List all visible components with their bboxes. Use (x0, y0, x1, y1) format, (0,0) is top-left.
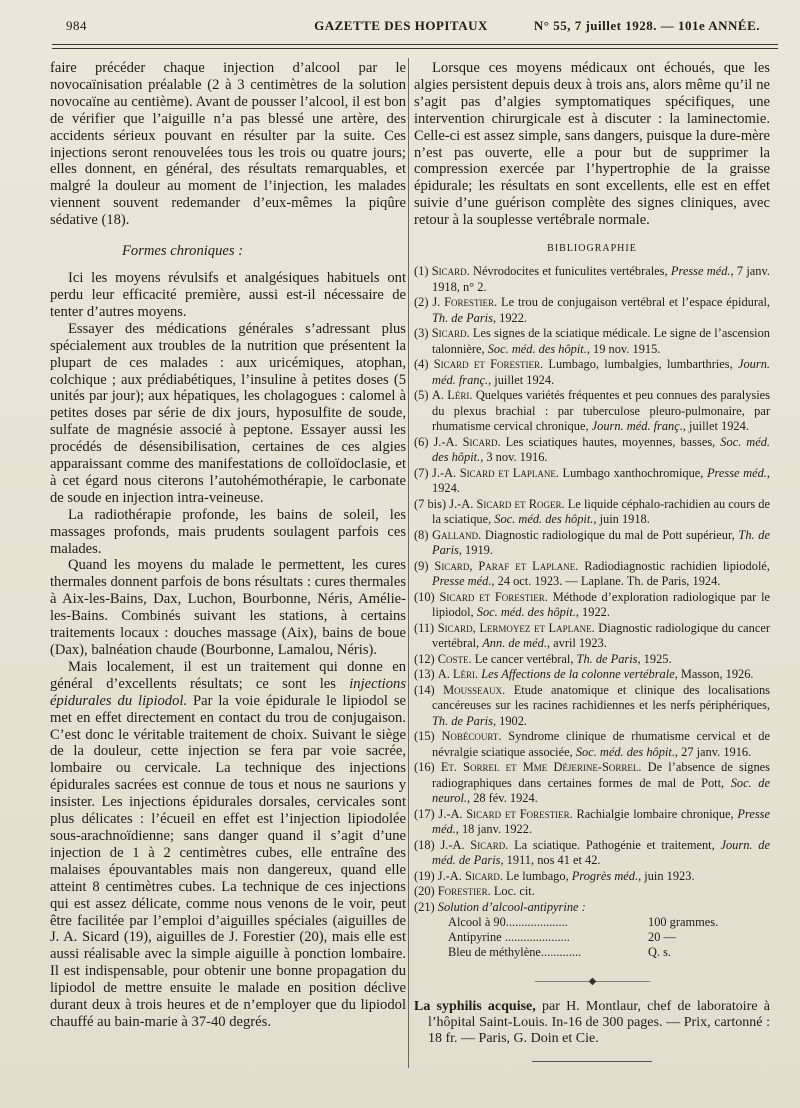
ref-part: Presse méd. (670, 264, 731, 279)
bibliography-list (414, 264, 770, 915)
ref-part: Progrès méd. (571, 868, 639, 883)
ref-part: Soc. méd. des hôpit. (487, 341, 587, 356)
ref-part: (9) (414, 558, 429, 573)
bibliography-entry (414, 667, 770, 683)
ref-part: (7) (414, 465, 429, 480)
formula-row (448, 945, 770, 960)
paragraph: Quand les moyens du malade le permettent, les cures thermales donnent parfois de bons résultats : cures thermales à Aix-les-Bains, Dax, Luchon, Bourbonne, Néris, Amélie-les-Bains. Combinés suivant les stations, à certains traitements locaux : douches massage (Aix), bains de boue (Dax), balnéation chaude (Bourbonne, Lamalou, Néris). (50, 557, 406, 658)
ref-part: (18) (414, 837, 435, 852)
ref-part: Soc. méd. des hôpit. (432, 434, 771, 465)
ref-part: (16) (414, 760, 435, 775)
ref-part: Forestier. (437, 884, 491, 899)
ref-part: Soc. méd. des hôpit. (494, 512, 594, 527)
ref-part: (6) (414, 434, 429, 449)
issue-info: N° 55, 7 juillet 1928. — 101e ANNÉE. (533, 18, 760, 33)
paragraph: Essayer des médications générales s’adressant plus spécialement aux troubles de la nutrition que présentent la plupart de ces malades : aux uricémiques, atophan, colchique ; aux prédiabétiques, l’insuline à petites doses (5 unités par jour); aux hépatiques, les cholagogues : calomel à petites doses par série de dix jours, hyposulfite de soude, sulfate de magnésie associé à peptone. Essayer aussi les procédés de désensibilisation, certaines de ces algies apparaissant comme des manifestations de colloïdoclasie, et à cet égard nous citerons l’autohémothérapie, le carbonate de soude en injection intra-veineuse. (50, 320, 406, 506)
ref-part: Le lumbago, (502, 868, 572, 883)
bibliography-entry (414, 295, 770, 326)
ref-part: , 1925. (637, 651, 672, 666)
ref-part: , 27 janv. 1916. (674, 744, 752, 759)
bibliography-entry (414, 497, 770, 528)
ref-part: Sicard, Lermoyez et Laplane. (437, 620, 595, 635)
quantity: 20 — (648, 930, 676, 945)
bibliography-entry (414, 900, 770, 916)
ref-part: , juin 1918. (593, 512, 650, 527)
ref-part: Soc. méd. des hôpit. (575, 744, 675, 759)
ref-part: (2) (414, 295, 429, 310)
ingredient: Alcool à 90.................... (448, 915, 568, 930)
notice-text (414, 999, 770, 1047)
ref-part: Les signes de la sciatique médicale. Le signe de l’ascension talonnière, (432, 326, 770, 356)
bibliography-entry (414, 466, 770, 497)
ref-part: , 1902. (492, 713, 528, 728)
ref-part: (14) (414, 682, 435, 697)
ref-part: (11) (414, 620, 435, 635)
notice-body: par H. Montlaur, chef de laboratoire à l’hôpital Saint-Louis. In-16 de 300 pages. — Prix, cartonné : 18 fr. — Paris, G. Doin et Cie. (428, 999, 770, 1047)
ref-part: , avril 1923. (546, 636, 607, 651)
ref-part: Sicard et Forestier. (433, 357, 544, 372)
ref-part: Mousseaux. (443, 682, 506, 697)
bibliography-entry (414, 760, 770, 807)
ref-part: Diagnostic radiologique du mal de Pott supérieur, (481, 527, 739, 542)
header-rule-top (52, 44, 778, 45)
ref-part: Solution d’alcool-antipyrine : (437, 899, 586, 914)
ref-part: J.-A. Sicard. (433, 434, 501, 449)
ref-part: (13) (414, 667, 435, 682)
bibliography-entry (414, 729, 770, 760)
ref-part: Etude anatomique et clinique des localisations cancéreuses sur les racines rachidiennes et les nerfs périphériques, (432, 682, 770, 713)
ref-part: Journ. méd. franç. (432, 357, 770, 387)
text-run: Mais localement, il est un traitement qui donne en général d’excellents résultats; ce sont les (50, 658, 406, 692)
ref-part: Presse méd. (706, 465, 767, 480)
ref-part: , juin 1923. (638, 868, 695, 883)
paragraph-lipiodol (50, 659, 406, 1031)
paragraph: faire précéder chaque injection d’alcool par le novocaïnisation préalable (2 à 3 centimètres de la solution novocaïne au centième). Avant de pousser l’alcool, il est bon de vérifier que l’aiguille n’a pas blessé une artère, des accidents sérieux pouvant en résulter par la suite. Ces injections seront renouvelées tous les trois ou quatre jours; elles donnent, en général, des résultats remarquables, et malgré la douleur au moment de l’injection, les malades viennent souvent redemander d’eux-mêmes la piqûre sédative (18). (50, 60, 406, 229)
quantity: 100 grammes. (648, 915, 719, 930)
ref-part: Le liquide céphalo-rachidien au cours de la sciatique, (432, 496, 770, 527)
ref-part: J. Forestier. (432, 295, 498, 310)
ref-part: , 19 nov. 1915. (586, 341, 661, 356)
bibliography-entry (414, 807, 770, 838)
ref-part: (5) (414, 388, 429, 403)
ref-part: Névrodocites et funiculites vertébrales, (469, 264, 671, 279)
ref-part: (19) (414, 868, 435, 883)
ref-part: J.-A. Sicard et Laplane. (432, 465, 559, 480)
ref-part: , Masson, 1926. (674, 667, 754, 682)
ref-part: A. Léri. (437, 667, 479, 682)
ref-part: Sicard et Forestier. (439, 589, 548, 604)
ref-part: Les Affections de la colonne vertébrale (481, 667, 675, 682)
bibliography-entry (414, 621, 770, 652)
ref-part: Le trou de conjugaison vertébral et l’espace épidural, (497, 295, 770, 310)
notice-title: La syphilis acquise, (414, 999, 536, 1015)
ref-part: Sicard, Paraf et Laplane. (434, 558, 579, 573)
ref-part: , 1919. (458, 543, 493, 558)
ref-part: , juillet 1924. (682, 419, 749, 434)
ingredient: Bleu de méthylène............. (448, 945, 582, 960)
ref-part: Lumbago, lumbalgies, lumbarthries, (543, 357, 738, 372)
ref-part: Loc. cit. (490, 884, 535, 899)
bibliography-entry (414, 528, 770, 559)
ref-part: Les sciatiques hautes, moyennes, basses, (500, 434, 721, 449)
ref-part: , 1924. (432, 465, 770, 496)
bibliography-title: BIBLIOGRAPHIE (547, 243, 637, 255)
ref-part: Diagnostic radiologique du cancer vertébral, (432, 620, 770, 651)
bibliography-entry (414, 884, 770, 900)
ref-part: J.-A. Sicard. (440, 837, 509, 852)
book-notice (414, 999, 770, 1047)
bibliography-entry (414, 388, 770, 435)
ref-part: A. Léri. (431, 388, 473, 403)
ref-part: Nobécourt. (441, 729, 502, 744)
ref-part: Soc. méd. des hôpit. (476, 605, 576, 620)
ref-part: , 1911, nos 41 et 42. (500, 853, 601, 868)
header-rule-bottom (52, 48, 778, 49)
bibliography-entry (414, 326, 770, 357)
paragraph: La radiothérapie profonde, les bains de soleil, les massages profonds, mais prudents soulagent parfois ces malades. (50, 506, 406, 557)
emphasis: injections épidurales du lipiodol. (50, 675, 406, 709)
bibliography-entry (414, 869, 770, 885)
ingredient: Antipyrine ..................... (448, 930, 570, 945)
ref-part: Le cancer vertébral, (471, 651, 577, 666)
page-header (22, 14, 780, 36)
ref-part: , 7 janv. 1918, n° 2. (432, 264, 770, 294)
left-column (50, 60, 406, 1031)
ref-part: Sicard. (431, 264, 470, 279)
ref-part: Sicard. (431, 326, 470, 341)
ref-part: Méthode d’exploration radiologique par le lipiodol, (432, 589, 771, 620)
section-subheading: Formes chroniques : (122, 243, 244, 260)
ref-part: , 18 janv. 1922. (455, 822, 533, 837)
ref-part: (17) (414, 806, 435, 821)
ref-part: (1) (414, 264, 429, 279)
journal-title: GAZETTE DES HOPITAUX (314, 18, 488, 33)
bibliography-entry (414, 357, 770, 388)
bibliography-entry (414, 590, 770, 621)
bibliography-entry (414, 559, 770, 590)
ref-part: Presse méd. (432, 574, 492, 589)
ref-part: Quelques variétés fréquentes et peu connues des paralysies du plexus brachial : par tuberculose pleuro-pulmonaire, par rhumatisme cervical chronique, (432, 388, 770, 434)
ref-part: (4) (414, 357, 429, 372)
bibliography-entry (414, 264, 770, 295)
ref-part: (20) (414, 884, 435, 899)
ref-part: , 3 nov. 1916. (480, 450, 548, 465)
ref-part: Galland. (432, 527, 482, 542)
ref-part: (15) (414, 729, 435, 744)
ornamental-separator: ——————◆—————— (534, 976, 650, 988)
ref-part: J.-A. Sicard et Forestier. (438, 806, 573, 821)
ref-part: Journ. méd. franç. (591, 419, 683, 434)
formula-table (448, 915, 770, 960)
paragraph: Lorsque ces moyens médicaux ont échoués, que les algies persistent depuis deux à trois ans, alors même qu’il ne s’agit pas d’algies symptomatiques spécifiques, une intervention chirurgicale est à discuter : la laminectomie. Celle-ci est assez simple, sans dangers, puisque la dure-mère n’est pas ouverte, elle a pour but de supprimer la compression exercée par l’hypertrophie de la graisse épidurale; les résultats en sont excellents, elle est en effet suivie d’une guérison complète des signes cliniques, avec retour à la souplesse vertébrale normale. (414, 60, 770, 229)
page-number: 984 (66, 18, 87, 33)
ref-part: , 24 oct. 1923. — Laplane. Th. de Paris, 1924. (491, 574, 721, 589)
ref-part: Th. de Paris (576, 651, 638, 666)
paragraph: Ici les moyens révulsifs et analgésiques habituels ont perdu leur efficacité première, aussi est-il nécessaire de tenter d’autres moyens. (50, 270, 406, 320)
ref-part: Presse méd. (432, 806, 770, 837)
ref-part: (12) (414, 651, 435, 666)
ref-part: Ann. de méd. (482, 636, 547, 651)
text-run: Par la voie épidurale le lipiodol se met en effet directement en contact du trou de conjugaison. C’est donc le véritable traitement de choix. Suivant le siège de la douleur, cette injection se fera par voie sacrée, lombaire ou cervicale. La technique des injections épidurales sacrées est connue de tous et nous ne saurions y insister. Les injections épidurales dorsales, cervicales sont plus délicates : l’écueil en effet est l’injection lipiodolée sous-arachnoïdienne; sans danger quand il s’agit d’une injection de 1 à 2 centimètres cubes, elle entraîne des malaises épouvantables mais non dangereux, quand elle atteint 8 centimètres cubes. La technique de ces injections qui est assez délicate, comme nous venons de le voir, peut être facilitée par l’emploi d’aiguilles spéciales (aiguilles de J. A. Sicard (19), aiguilles de J. Forestier (20), mais elle est aussi réalisable avec la simple aiguille à ponction lombaire. Il est indispensable, pour obtenir une bonne propagation du lipiodol de mettre ensuite le malade en position déclive durant deux à trois heures et de n’employer que du lipiodol chauffé au bain-marie à 37-40 degrés. (50, 692, 406, 1030)
ref-part: Soc. de neurol. (432, 775, 771, 806)
formula-row (448, 915, 770, 930)
ref-part: J.-A. Sicard et Roger. (449, 496, 565, 511)
ref-part: J.-A. Sicard. (437, 868, 503, 883)
ref-part: Et. Sorrel et Mme Déjerine-Sorrel. (440, 760, 642, 775)
ref-part: (3) (414, 326, 429, 341)
ref-part: Journ. de méd. de Paris (432, 837, 770, 868)
ref-part: (7 bis) (414, 496, 447, 511)
bibliography-entry (414, 838, 770, 869)
ref-part: Radiodiagnostic rachidien lipiodolé, (578, 558, 770, 573)
ref-part: (10) (414, 589, 435, 604)
ref-part: , 28 fév. 1924. (467, 791, 538, 806)
ref-part: Syndrome clinique de rhumatisme cervical et de névralgie sciatique associée, (432, 729, 770, 759)
quantity: Q. s. (648, 945, 672, 960)
ref-part: De l’absence de signes radiographiques dans certaines formes de mal de Pott, (432, 760, 770, 790)
bibliography-entry (414, 683, 770, 730)
ref-part: (21) (414, 899, 435, 914)
right-column (414, 60, 770, 1062)
ref-part: Th. de Paris (432, 310, 493, 325)
ref-part: Rachialgie lombaire chronique, (572, 806, 738, 821)
footer-rule (532, 1061, 652, 1062)
ref-part: (8) (414, 527, 429, 542)
ref-part: Th. de Paris (432, 527, 770, 558)
ref-part: Th. de Paris (432, 713, 493, 728)
ref-part: Lumbago xanthochromique, (558, 465, 707, 480)
ref-part: , juillet 1924. (488, 372, 555, 387)
ref-part: , 1922. (492, 310, 528, 325)
bibliography-entry (414, 652, 770, 668)
bibliography-entry (414, 435, 770, 466)
ref-part: Coste. (437, 651, 472, 666)
ref-part: La sciatique. Pathogénie et traitement, (508, 837, 721, 852)
formula-row (448, 930, 770, 945)
ref-part: , 1922. (575, 605, 610, 620)
column-divider (408, 58, 409, 1068)
